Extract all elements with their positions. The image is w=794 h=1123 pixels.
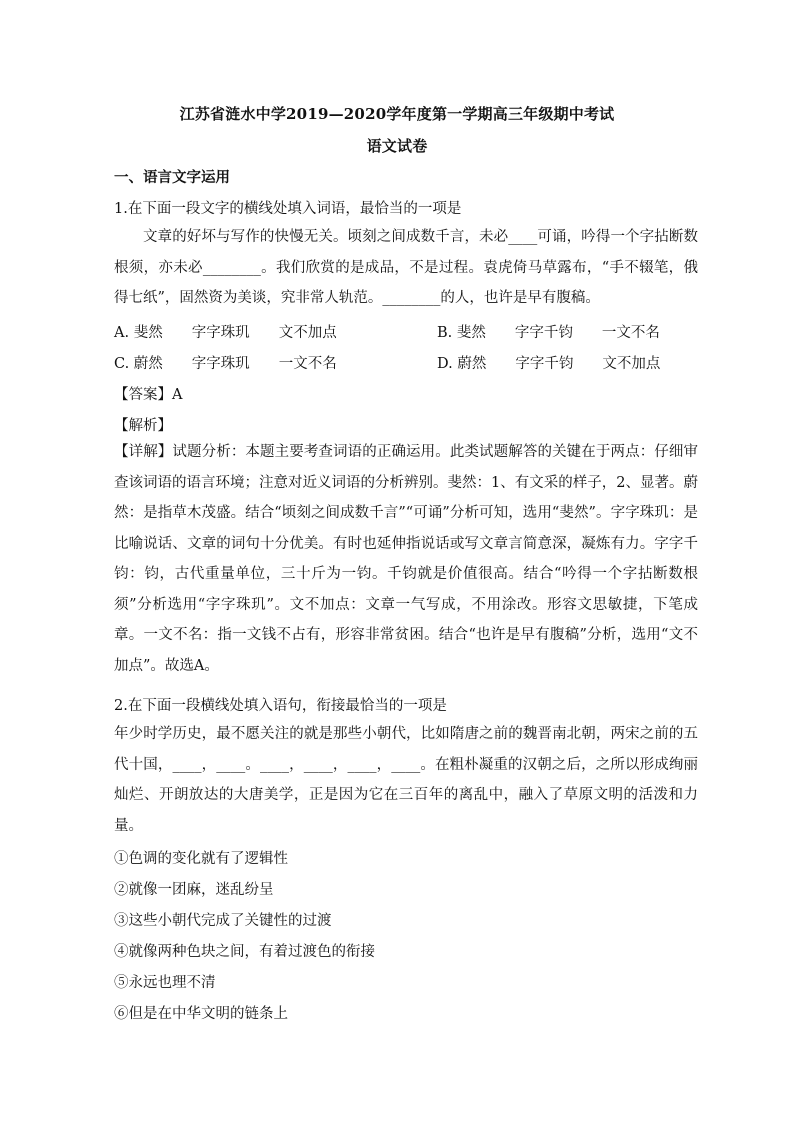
question-1-stem: 1.在下面一段文字的横线处填入词语，最恰当的一项是 <box>114 201 462 217</box>
question-2-passage: 年少时学历史，最不愿关注的就是那些小朝代，比如隋唐之前的魏晋南北朝，两宋之前的五代十国，____，____。____，____，____，____。在粗朴凝重的汉朝之后，之所以形成绚丽灿烂、开朗放达的大唐美学，正是因为它在三百年的离乱中，融入了草原文明的活泼和力量。 <box>114 726 698 834</box>
list-item: ②就像一团麻，迷乱纷呈 <box>114 882 274 898</box>
exam-title: 江苏省涟水中学2019—2020学年度第一学期高三年级期中考试 <box>179 105 615 123</box>
list-item: ①色调的变化就有了逻辑性 <box>114 851 288 867</box>
question-2-stem: 2.在下面一段横线处填入语句，衔接最恰当的一项是 <box>114 698 447 714</box>
section-heading: 一、语言文字运用 <box>114 169 230 186</box>
option-c: C. 蔚然 字字珠玑 一文不名 <box>114 356 337 372</box>
question-1-passage: 文章的好坏与写作的快慢无关。顷刻之间成数千言，未必____可诵，吟得一个字拈断数根须，亦未必________。我们欣赏的是成品，不是过程。袁虎倚马草露布，“手不辍笔，俄得七纸”，固然资为美谈，究非常人轨范。________的人，也许是早有腹稿。 <box>114 229 698 306</box>
list-item: ③这些小朝代完成了关键性的过渡 <box>114 913 332 929</box>
exam-subtitle: 语文试卷 <box>366 137 428 155</box>
answer-line: 【答案】A <box>114 387 183 403</box>
list-item: ⑤永远也理不清 <box>114 975 216 991</box>
option-a: A. 斐然 字字珠玑 文不加点 <box>114 325 337 341</box>
list-item: ⑥但是在中华文明的链条上 <box>114 1006 288 1022</box>
analysis-label: 【解析】 <box>114 418 172 434</box>
option-b: B. 斐然 字字千钧 一文不名 <box>437 325 660 341</box>
list-item: ④就像两种色块之间，有着过渡色的衔接 <box>114 944 375 960</box>
detail-explanation: 【详解】试题分析：本题主要考查词语的正确运用。此类试题解答的关键在于两点：仔细审查该词语的语言环境；注意对近义词语的分析辨别。斐然：1、有文采的样子，2、显著。蔚然：是指草木茂盛。结合“顷刻之间成数千言”“可诵”分析可知，选用“斐然”。字字珠玑：是比喻说话、文章的词句十分优美。有时也延伸指说话或写文章言简意深，凝炼有力。字字千钧：钧，古代重量单位，三十斤为一钧。千钧就是价值很高。结合“吟得一个字拈断数根须”分析选用“字字珠玑”。文不加点：文章一气写成，不用涂改。形容文思敏捷，下笔成章。一文不名：指一文钱不占有，形容非常贫困。结合“也许是早有腹稿”分析，选用“文不加点”。故选A。 <box>114 444 698 674</box>
option-d: D. 蔚然 字字千钧 文不加点 <box>437 356 661 372</box>
